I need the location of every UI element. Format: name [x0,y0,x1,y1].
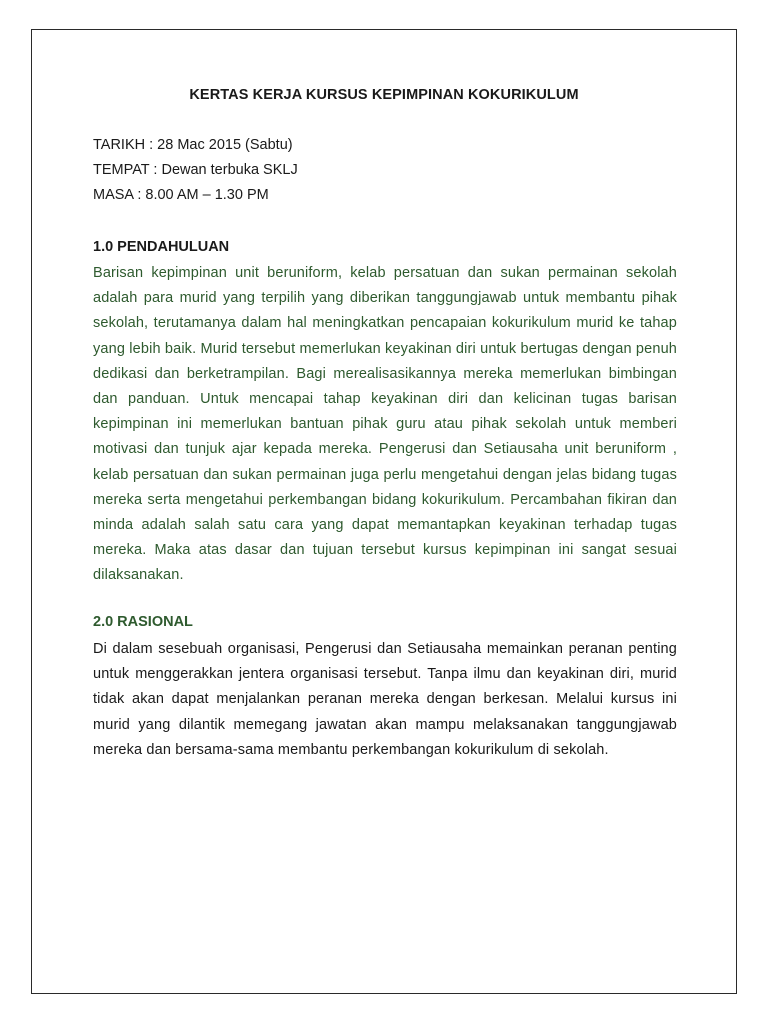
meta-masa: MASA : 8.00 AM – 1.30 PM [93,187,269,203]
section-body-rasional: Di dalam sesebuah organisasi, Pengerusi dan Setiausaha memainkan peranan penting untuk menggerakkan jentera organisasi tersebut. Tanpa ilmu dan keyakinan diri, murid tidak akan dapat menjalankan peranan mereka dengan berkesan. Melalui kursus ini murid yang dilantik memegang jawatan akan mampu melaksanakan tanggungjawab mereka dan bersama-sama membantu perkembangan kokurikulum di sekolah. [93,641,677,758]
document-title: KERTAS KERJA KURSUS KEPIMPINAN KOKURIKULUM [189,87,579,103]
meta-tempat: TEMPAT : Dewan terbuka SKLJ [93,162,298,178]
section-body-pendahuluan: Barisan kepimpinan unit beruniform, kelab persatuan dan sukan permainan sekolah adalah para murid yang terpilih yang diberikan tanggungjawab untuk membantu pihak sekolah, terutamanya dalam hal meningkatkan pencapaian kokurikulum murid ke tahap yang lebih baik. Murid tersebut memerlukan keyakinan diri untuk bertugas dengan penuh dedikasi dan berketrampilan. Bagi merealisasikannya mereka memerlukan bimbingan dan panduan. Untuk mencapai tahap keyakinan diri dan kelicinan tugas barisan kepimpinan ini memerlukan bantuan pihak guru atau pihak sekolah untuk memberi motivasi dan tunjuk ajar kepada mereka. Pengerusi dan Setiausaha unit beruniform , kelab persatuan dan sukan permainan juga perlu mengetahui dengan jelas bidang tugas mereka serta mengetahui perkembangan bidang kokurikulum. Percambahan fikiran dan minda adalah salah satu cara yang dapat memantapkan keyakinan terhadap tugas mereka. Maka atas dasar dan tujuan tersebut kursus kepimpinan ini sangat sesuai dilaksanakan. [93,265,677,584]
meta-tarikh: TARIKH : 28 Mac 2015 (Sabtu) [93,137,293,153]
section-heading-pendahuluan: 1.0 PENDAHULUAN [93,239,230,255]
document-page [31,29,737,994]
section-heading-rasional: 2.0 RASIONAL [93,614,193,630]
